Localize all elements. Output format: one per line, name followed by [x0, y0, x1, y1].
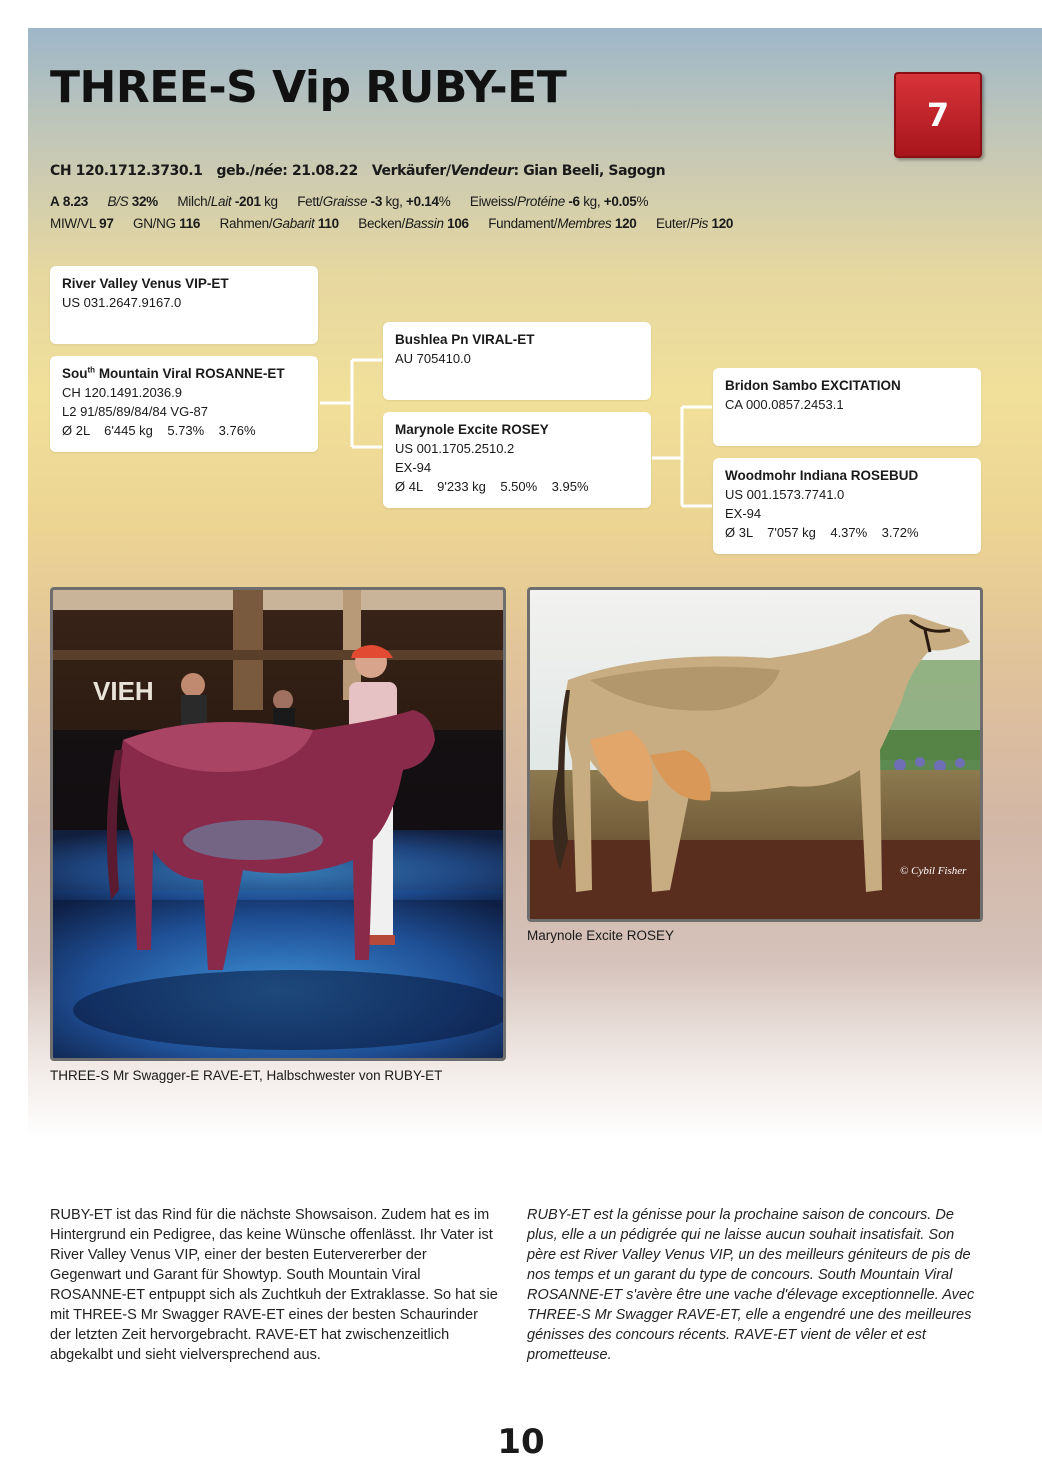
- cow-illustration: [530, 590, 980, 919]
- lot-number-badge: 7: [894, 72, 982, 158]
- banner-text: VIEH: [93, 676, 154, 706]
- pedigree-sire: River Valley Venus VIP-ET US 031.2647.9167.0: [50, 266, 318, 344]
- stats-row-2: [50, 216, 749, 231]
- stat-gn: GN/NG 116: [133, 216, 201, 231]
- pedigree-dam: Sou$^{th}$ Mountain Viral ROSANNE-ET CH 120.1491.2036.9 L2 91/85/89/84/84 VG-87 Ø 2L 6'445 kg 5.73% 3.76%: [50, 356, 318, 452]
- pedigree-granddam-dam: Woodmohr Indiana ROSEBUD US 001.1573.7741.0 EX-94 Ø 3L 7'057 kg 4.37% 3.72%: [713, 458, 981, 554]
- stat-milk: Milch/Lait -201 kg: [177, 194, 278, 209]
- id-line: [50, 163, 679, 179]
- photo-rave-et: [50, 587, 506, 1061]
- page-number: 10: [497, 1422, 545, 1462]
- pedigree-dam-sire: Bushlea Pn VIRAL-ET AU 705410.0: [383, 322, 651, 400]
- stat-rahmen: Rahmen/Gabarit 110: [219, 216, 339, 231]
- seller: Verkäufer/Vendeur: Gian Beeli, Sagogn: [371, 163, 666, 179]
- description-french: RUBY-ET est la génisse pour la prochaine saison de concours. De plus, elle a un pédigrée qui ne laisse aucun souhait insatisfait. Son père est River Valley Venus VIP, un des meilleurs géniteurs de pis de nos temps et un garant du type de concours. South Mountain Viral ROSANNE-ET s'avère être une vache d'élevage exceptionnelle. Avec THREE-S Mr Swagger RAVE-ET, elle a engendré une des meilleures génisses des concours récents. RAVE-ET vient de vêler et est prometteuse.: [527, 1207, 975, 1363]
- watermark: © Cybil Fisher: [900, 865, 967, 877]
- caption-left: THREE-S Mr Swagger-E RAVE-ET, Halbschwester von RUBY-ET: [50, 1068, 443, 1083]
- show-ring-illustration: [53, 590, 503, 1058]
- photo-rosey: [527, 587, 983, 922]
- stat-fundament: Fundament/Membres 120: [488, 216, 637, 231]
- stat-protein: Eiweiss/Protéine -6 kg, +0.05%: [469, 194, 649, 209]
- stat-miw: MIW/VL 97: [50, 216, 114, 231]
- stat-bs: B/S 32%: [107, 194, 158, 209]
- stat-fat: Fett/Graisse -3 kg, +0.14%: [297, 194, 451, 209]
- page-title: THREE-S Vip RUBY-ET: [50, 62, 567, 113]
- registration-number: CH 120.1712.3730.1: [50, 163, 203, 179]
- birth-date: geb./née: 21.08.22: [216, 163, 358, 179]
- stat-euter: Euter/Pis 120: [655, 216, 734, 231]
- pedigree-dam-dam: Marynole Excite ROSEY US 001.1705.2510.2 EX-94 Ø 4L 9'233 kg 5.50% 3.95%: [383, 412, 651, 508]
- description-german: RUBY-ET ist das Rind für die nächste Showsaison. Zudem hat es im Hintergrund ein Pedigree, das keine Wünsche offenlässt. Ihr Vater ist River Valley Venus VIP, einer der besten Eutervererber der Gegenwart und Garant für Showtyp. South Mountain Viral ROSANNE-ET entpuppt sich als Zuchtkuh der Extraklasse. So hat sie mit THREE-S Mr Swagger RAVE-ET eines der besten Schaurinder der letzten Zeit hervorgebracht. RAVE-ET hat zwischenzeitlich abgekalbt und sieht vielversprechend aus.: [50, 1207, 498, 1363]
- stat-becken: Becken/Bassin 106: [358, 216, 469, 231]
- pedigree-granddam-sire: Bridon Sambo EXCITATION CA 000.0857.2453.1: [713, 368, 981, 446]
- stats-row-1: [50, 194, 664, 209]
- caption-right: Marynole Excite ROSEY: [527, 928, 675, 943]
- stat-a: A 8.23: [50, 194, 88, 209]
